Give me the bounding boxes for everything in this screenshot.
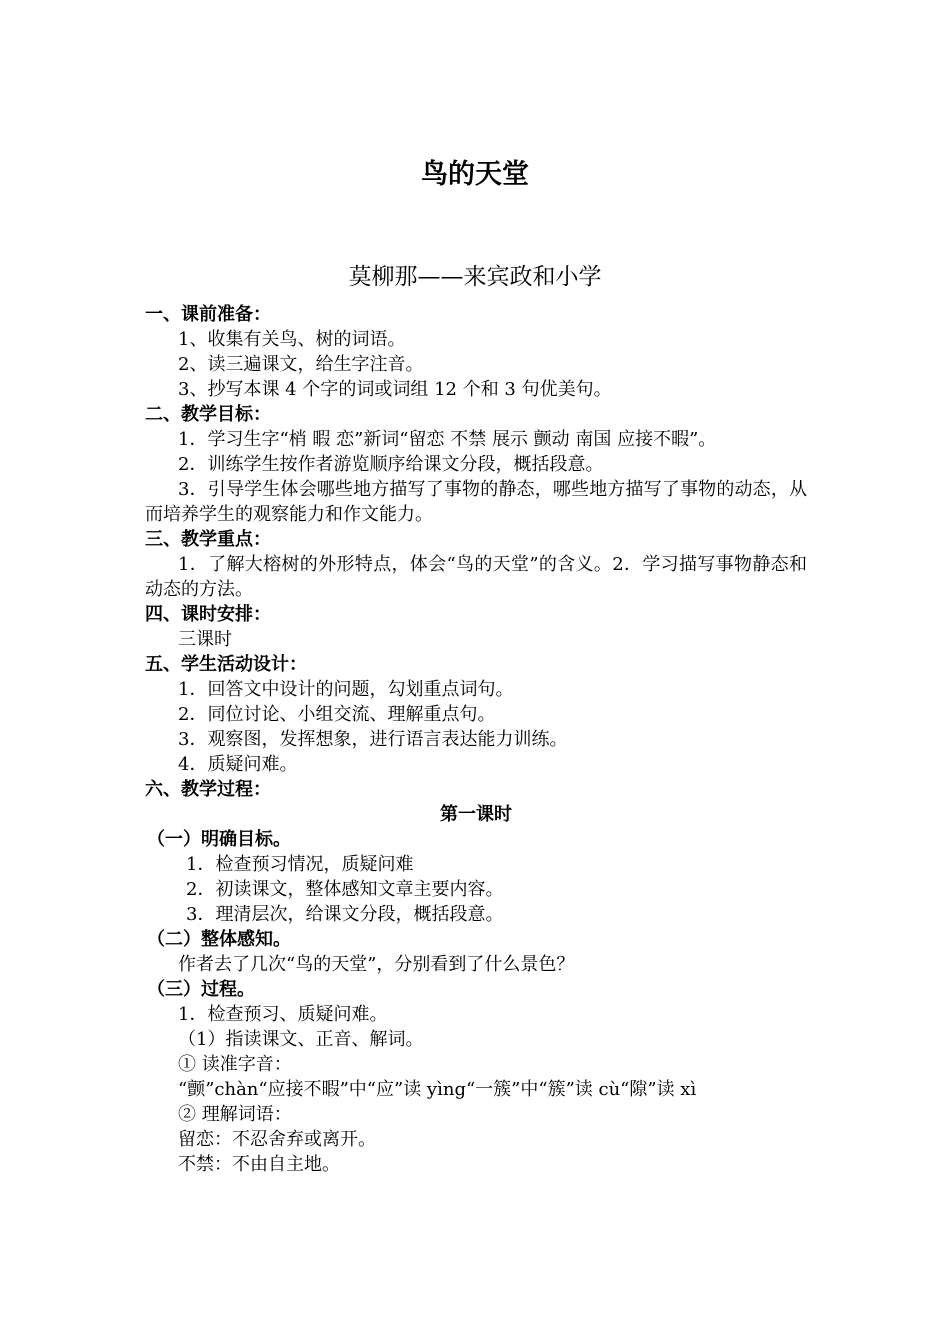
section-heading: 一、课前准备： bbox=[145, 304, 271, 325]
list-item: 2．初读课文，整体感知文章主要内容。 bbox=[186, 879, 504, 900]
subsection-heading: （一）明确目标。 bbox=[147, 829, 291, 850]
section-heading: 五、学生活动设计： bbox=[145, 654, 307, 675]
list-item: 不禁：不由自主地。 bbox=[178, 1154, 340, 1175]
section-heading: 六、教学过程： bbox=[145, 779, 271, 800]
list-item: 作者去了几次“鸟的天堂”，分别看到了什么景色？ bbox=[178, 954, 575, 975]
list-item: 2．训练学生按作者游览顺序给课文分段，概括段意。 bbox=[178, 454, 604, 475]
list-item: 4．质疑问难。 bbox=[178, 754, 298, 775]
section-heading: 三、教学重点： bbox=[145, 529, 271, 550]
list-item: （1）指读课文、正音、解词。 bbox=[178, 1029, 424, 1050]
list-item: 2、读三遍课文，给生字注音。 bbox=[178, 354, 424, 375]
list-item: “颤”chàn“应接不暇”中“应”读 yìng“一簇”中“簇”读 cù“隙”读 xì bbox=[178, 1079, 697, 1100]
author-line: 莫柳那——来宾政和小学 bbox=[348, 264, 602, 290]
list-item: 1．检查预习、质疑问难。 bbox=[178, 1004, 388, 1025]
list-item: 留恋：不忍舍弃或离开。 bbox=[178, 1129, 376, 1150]
document-title: 鸟的天堂 bbox=[421, 159, 529, 190]
list-item: 3．观察图，发挥想象，进行语言表达能力训练。 bbox=[178, 729, 568, 750]
list-item: 三课时 bbox=[178, 629, 232, 650]
section-heading: 四、课时安排： bbox=[145, 604, 271, 625]
list-item: 1．检查预习情况，质疑问难 bbox=[186, 854, 414, 875]
list-item: 2．同位讨论、小组交流、理解重点句。 bbox=[178, 704, 496, 725]
list-item: 1、收集有关鸟、树的词语。 bbox=[178, 329, 406, 350]
section-heading: 二、教学目标： bbox=[145, 404, 271, 425]
list-item: ② 理解词语： bbox=[178, 1104, 292, 1125]
list-item: 1．了解大榕树的外形特点，体会“鸟的天堂”的含义。2．学习描写事物静态和动态的方法。 bbox=[145, 554, 807, 600]
document-body bbox=[145, 302, 807, 1177]
subsection-heading: （二）整体感知。 bbox=[147, 929, 291, 950]
list-item: 1．学习生字“梢 暇 恋”新词“留恋 不禁 展示 颤动 南国 应接不暇”。 bbox=[178, 429, 717, 450]
list-item: 3．引导学生体会哪些地方描写了事物的静态，哪些地方描写了事物的动态，从而培养学生的观察能力和作文能力。 bbox=[145, 479, 807, 525]
list-item: 1．回答文中设计的问题，勾划重点词句。 bbox=[178, 679, 514, 700]
list-item: 3．理清层次，给课文分段，概括段意。 bbox=[186, 904, 504, 925]
lesson-title: 第一课时 bbox=[440, 804, 512, 825]
list-item: ① 读准字音： bbox=[178, 1054, 292, 1075]
list-item: 3、抄写本课 4 个字的词或词组 12 个和 3 句优美句。 bbox=[178, 379, 612, 400]
subsection-heading: （三）过程。 bbox=[147, 979, 255, 1000]
